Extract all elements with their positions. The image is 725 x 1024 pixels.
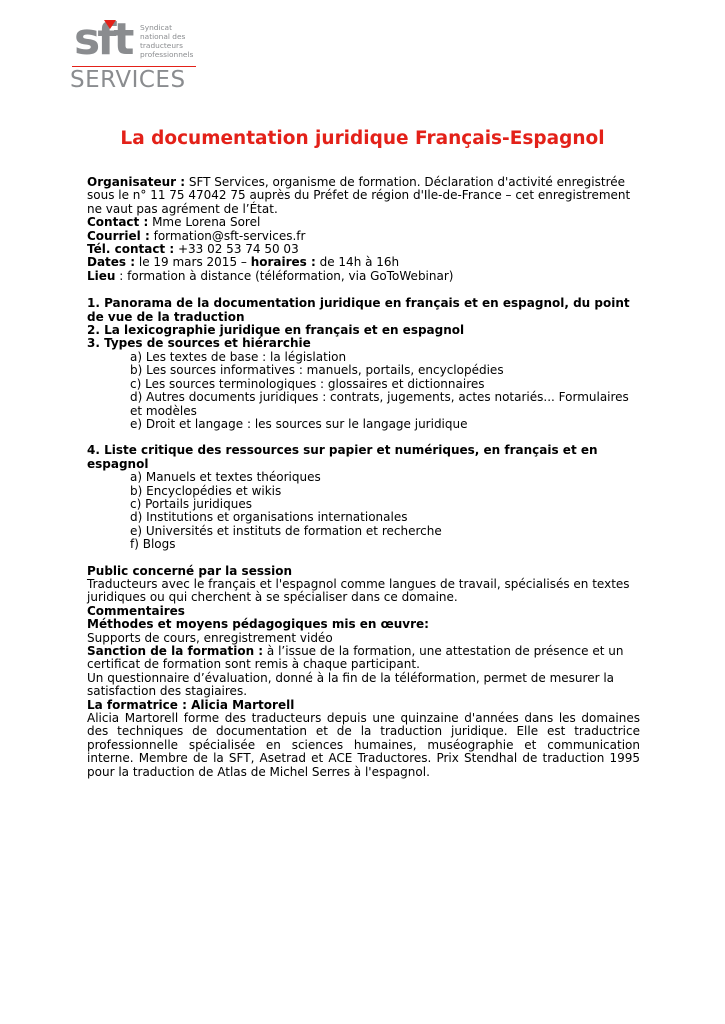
sanction-text: à l’issue de la formation, une attestation de présence et un certificat de formation sont remis à chaque participant. [87, 644, 624, 672]
logo-letters: sft [74, 14, 132, 65]
dates-line [87, 256, 640, 269]
list-item: e) Droit et langage : les sources sur le langage juridique [130, 416, 468, 431]
tel-line [87, 243, 640, 256]
logo-tagline-line: Syndicat [140, 23, 172, 32]
sanction-text-2: Un questionnaire d’évaluation, donné à la fin de la téléformation, permet de mesurer la satisfaction des stagiaires. [87, 670, 615, 699]
lieu-label: Lieu [87, 268, 116, 283]
contact-value: Mme Lorena Sorel [148, 215, 261, 230]
organisateur-label: Organisateur : [87, 175, 186, 189]
list-item: d) Autres documents juridiques : contrats, jugements, actes notariés... Formulaires et modèles [130, 390, 629, 418]
tel-value: +33 02 53 74 50 03 [174, 242, 299, 257]
sanction-label: Sanction de la formation : [87, 644, 264, 658]
logo-tagline-line: traducteurs [140, 41, 183, 50]
organisateur-line [87, 176, 640, 216]
methodes-heading: Méthodes et moyens pédagogiques mis en œuvre: [87, 617, 429, 632]
logo-services: SERVICES [70, 67, 186, 93]
section-4-heading: 4. Liste critique des ressources sur papier et numériques, en français et en espagnol [87, 443, 598, 471]
section-3-heading: 3. Types de sources et hiérarchie [87, 336, 311, 351]
courriel-line [87, 230, 640, 243]
methodes-text: Supports de cours, enregistrement vidéo [87, 630, 333, 645]
info-block [87, 176, 640, 283]
document-title: La documentation juridique Français-Espagnol [120, 128, 605, 149]
list-item: b) Encyclopédies et wikis [130, 483, 282, 498]
lieu-value: : formation à distance (téléformation, via GoToWebinar) [115, 268, 454, 283]
section-4-list [130, 471, 640, 551]
logo-red-mark [104, 20, 116, 29]
logo-tagline-line: national des [140, 32, 186, 41]
lieu-line [87, 270, 640, 283]
document-body [87, 176, 640, 779]
formatrice-bio: Alicia Martorell forme des traducteurs depuis une quinzaine d'années dans les domaines des techniques de documentation et de la traduction juridique. Elle est traductrice professionnelle spécialisée en sciences humaines, muséographie et communication interne. Membre de la SFT, Asetrad et ACE Traductores. Prix Stendhal de traduction 1995 pour la traduction de Atlas de Michel Serres à l'espagnol. [87, 711, 640, 779]
sanction-paragraph [87, 645, 640, 672]
contact-label: Contact : [87, 215, 149, 230]
formatrice-heading: La formatrice : Alicia Martorell [87, 697, 295, 712]
horaires-value: de 14h à 16h [315, 255, 400, 270]
list-item: f) Blogs [130, 537, 176, 552]
courriel-value: formation@sft-services.fr [149, 228, 306, 243]
section-1-heading: 1. Panorama de la documentation juridique en français et en espagnol, du point de vue de la traduction [87, 296, 630, 324]
section-3-list [130, 351, 640, 431]
list-item: d) Institutions et organisations internationales [130, 510, 408, 525]
logo-tagline-line: professionnels [140, 50, 194, 59]
dates-label: Dates : [87, 255, 136, 270]
list-item: b) Les sources informatives : manuels, portails, encyclopédies [130, 363, 504, 378]
courriel-label: Courriel : [87, 228, 150, 243]
tel-label: Tél. contact : [87, 242, 175, 257]
list-item: c) Les sources terminologiques : glossaires et dictionnaires [130, 376, 485, 391]
horaires-label: horaires : [250, 255, 316, 270]
public-text: Traducteurs avec le français et l'espagnol comme langues de travail, spécialisés en textes juridiques ou qui cherchent à se spécialiser dans ce domaine. [87, 576, 630, 605]
sft-services-logo [70, 14, 210, 94]
logo-tagline [140, 23, 210, 59]
list-item: c) Portails juridiques [130, 496, 252, 511]
list-item: a) Manuels et textes théoriques [130, 470, 321, 485]
list-item: a) Les textes de base : la législation [130, 349, 347, 364]
public-heading: Public concerné par la session [87, 563, 293, 578]
list-item: e) Universités et instituts de formation et recherche [130, 523, 442, 538]
dates-value: le 19 mars 2015 – [135, 255, 251, 270]
section-2-heading: 2. La lexicographie juridique en français et en espagnol [87, 323, 465, 338]
organisateur-value: SFT Services, organisme de formation. Déclaration d'activité enregistrée sous le n° 11 75 47042 75 auprès du Préfet de région d'Ile-de-France – cet enregistrement ne vaut pas agrément de l’État. [87, 175, 631, 216]
contact-line [87, 216, 640, 229]
commentaires-heading: Commentaires [87, 603, 185, 618]
